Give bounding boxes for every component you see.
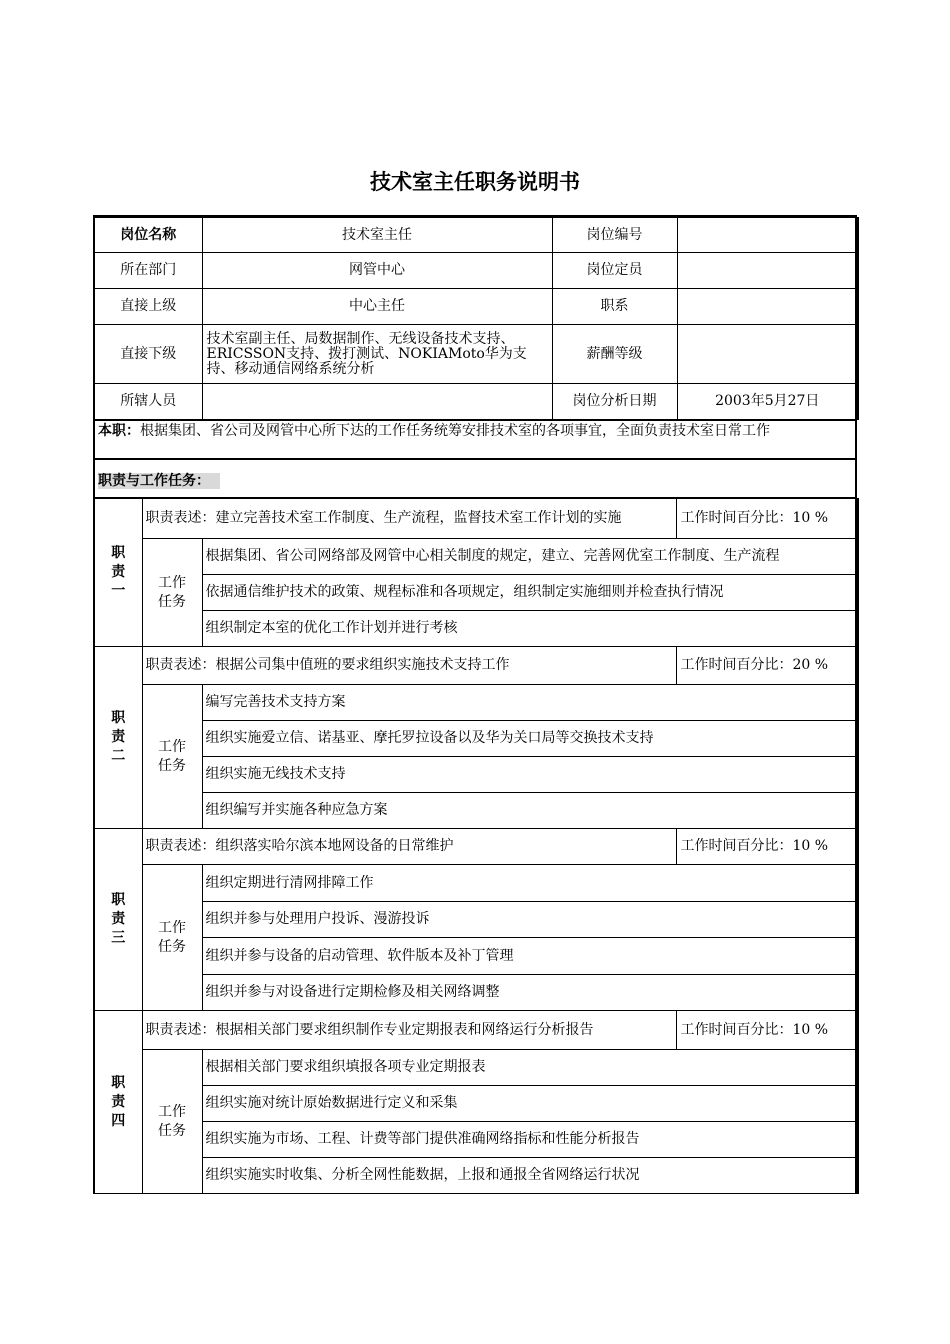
duties-section-title: 职责与工作任务： xyxy=(98,473,220,489)
duty-4-task: 组织实施对统计原始数据进行定义和采集 xyxy=(202,1086,858,1122)
core-responsibility xyxy=(93,419,857,460)
value-analysis-date: 2003年5月27日 xyxy=(677,384,858,420)
document-title: 技术室主任职务说明书 xyxy=(370,170,580,194)
duty-4-task: 组织实施为市场、工程、计费等部门提供准确网络指标和性能分析报告 xyxy=(202,1122,858,1158)
duty-4-task: 根据相关部门要求组织填报各项专业定期报表 xyxy=(202,1050,858,1086)
label-staff: 所辖人员 xyxy=(94,384,202,420)
value-department: 网管中心 xyxy=(202,253,552,289)
duty-block-4 xyxy=(93,1010,859,1194)
value-superior: 中心主任 xyxy=(202,289,552,325)
duty-3-tasks-label: 工作 任务 xyxy=(142,865,202,1011)
duty-3-time-percentage: 工作时间百分比：10 % xyxy=(676,829,858,865)
label-position-name: 岗位名称 xyxy=(94,218,202,253)
value-staff xyxy=(202,384,552,420)
duty-1-name: 职 责 一 xyxy=(94,499,142,647)
duty-3-task: 组织并参与设备的启动管理、软件版本及补丁管理 xyxy=(202,938,858,975)
duty-2-task: 编写完善技术支持方案 xyxy=(202,685,858,721)
duty-2-tasks-label: 工作 任务 xyxy=(142,685,202,829)
duty-4-tasks-label: 工作 任务 xyxy=(142,1050,202,1194)
value-position-name: 技术室主任 xyxy=(202,218,552,253)
duty-2-name: 职 责 二 xyxy=(94,647,142,829)
duty-1-task: 依据通信维护技术的政策、规程标准和各项规定，组织制定实施细则并检查执行情况 xyxy=(202,575,858,611)
duty-3-task: 组织定期进行清网排障工作 xyxy=(202,865,858,902)
core-responsibility-text: 根据集团、省公司及网管中心所下达的工作任务统筹安排技术室的各项事宜，全面负责技术室日常工作 xyxy=(140,423,770,439)
info-row-position-name xyxy=(94,218,858,253)
value-headcount xyxy=(677,253,858,289)
label-department: 所在部门 xyxy=(94,253,202,289)
value-position-number xyxy=(677,218,858,253)
duty-1-task: 根据集团、省公司网络部及网管中心相关制度的规定，建立、完善网优室工作制度、生产流程 xyxy=(202,539,858,575)
info-row-staff xyxy=(94,384,858,420)
duty-2-task: 组织编写并实施各种应急方案 xyxy=(202,793,858,829)
label-headcount: 岗位定员 xyxy=(552,253,677,289)
info-row-superior xyxy=(94,289,858,325)
info-row-subordinates xyxy=(94,325,858,384)
label-job-family: 职系 xyxy=(552,289,677,325)
position-info-table xyxy=(93,217,859,420)
label-position-number: 岗位编号 xyxy=(552,218,677,253)
duty-1-task: 组织制定本室的优化工作计划并进行考核 xyxy=(202,611,858,647)
duties-section-heading xyxy=(93,460,857,498)
duty-block-2 xyxy=(93,646,859,829)
label-analysis-date: 岗位分析日期 xyxy=(552,384,677,420)
value-subordinates: 技术室副主任、局数据制作、无线设备技术支持、ERICSSON支持、拨打测试、NOKIAMoto华为支持、移动通信网络系统分析 xyxy=(202,325,552,384)
duty-4-description: 职责表述：根据相关部门要求组织制作专业定期报表和网络运行分析报告 xyxy=(142,1011,676,1050)
duty-4-time-percentage: 工作时间百分比：10 % xyxy=(676,1011,858,1050)
duty-1-tasks-label: 工作 任务 xyxy=(142,539,202,647)
core-responsibility-label: 本职： xyxy=(98,423,140,439)
duty-3-description: 职责表述：组织落实哈尔滨本地网设备的日常维护 xyxy=(142,829,676,865)
duty-block-1 xyxy=(93,498,859,647)
label-subordinates: 直接下级 xyxy=(94,325,202,384)
duty-1-description: 职责表述：建立完善技术室工作制度、生产流程，监督技术室工作计划的实施 xyxy=(142,499,676,539)
duty-block-3 xyxy=(93,828,859,1011)
duty-2-task: 组织实施无线技术支持 xyxy=(202,757,858,793)
label-superior: 直接上级 xyxy=(94,289,202,325)
duty-4-name: 职 责 四 xyxy=(94,1011,142,1194)
duty-2-description: 职责表述：根据公司集中值班的要求组织实施技术支持工作 xyxy=(142,647,676,685)
duty-3-name: 职 责 三 xyxy=(94,829,142,1011)
duty-2-time-percentage: 工作时间百分比：20 % xyxy=(676,647,858,685)
duty-2-task: 组织实施爱立信、诺基亚、摩托罗拉设备以及华为关口局等交换技术支持 xyxy=(202,721,858,757)
duty-1-time-percentage: 工作时间百分比：10 % xyxy=(676,499,858,539)
value-job-family xyxy=(677,289,858,325)
duty-4-task: 组织实施实时收集、分析全网性能数据，上报和通报全省网络运行状况 xyxy=(202,1158,858,1194)
info-row-department xyxy=(94,253,858,289)
value-salary-grade xyxy=(677,325,858,384)
duty-3-task: 组织并参与对设备进行定期检修及相关网络调整 xyxy=(202,975,858,1011)
duty-3-task: 组织并参与处理用户投诉、漫游投诉 xyxy=(202,902,858,938)
label-salary-grade: 薪酬等级 xyxy=(552,325,677,384)
